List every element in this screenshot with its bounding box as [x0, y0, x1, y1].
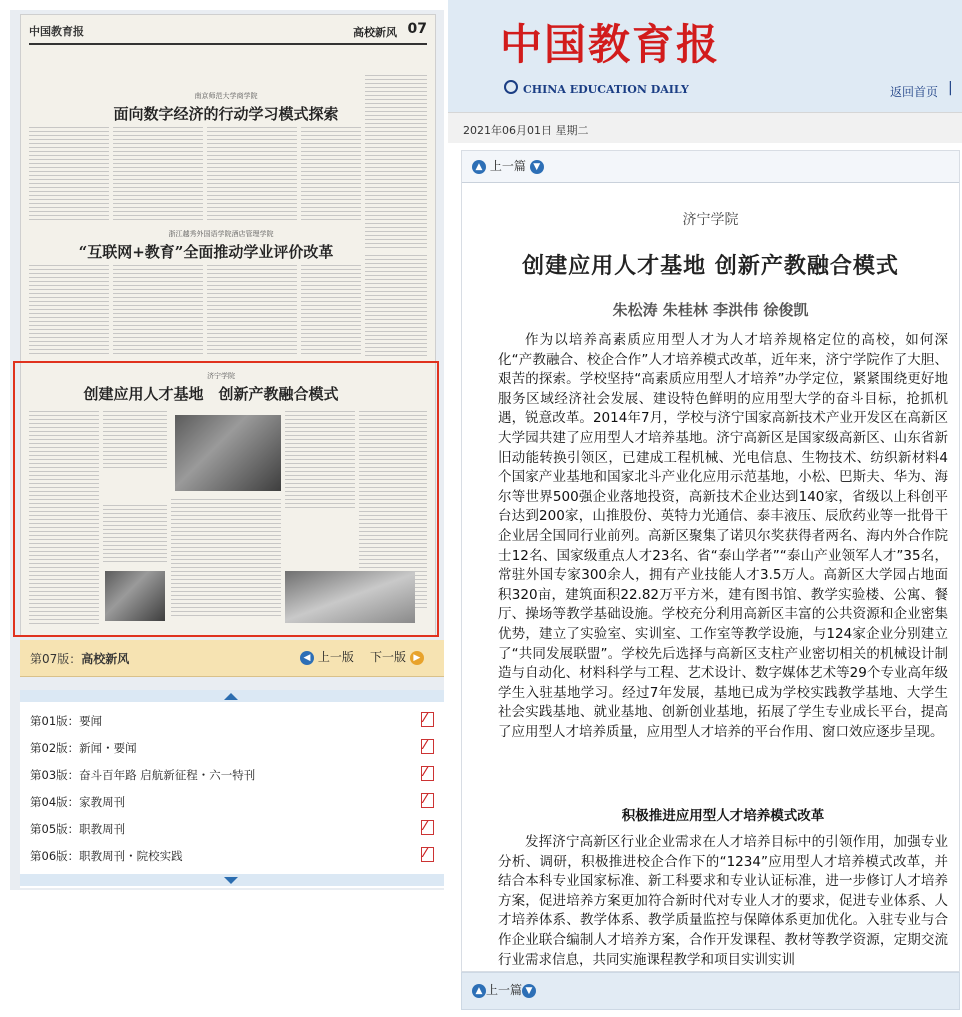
home-link[interactable]: 返回首页	[890, 85, 939, 99]
thumb-text-block	[113, 265, 203, 357]
thumb-text-block	[29, 127, 109, 223]
current-page-label: 第07版：高校新风	[30, 652, 130, 666]
pdf-icon[interactable]	[421, 712, 434, 727]
thumb-article3-title[interactable]: 创建应用人才基地 创新产教融合模式	[83, 385, 339, 403]
thumb-article1-kicker[interactable]: 南京师范大学商学院	[194, 92, 258, 100]
thumb-article2-kicker[interactable]: 浙江越秀外国语学院酒店管理学院	[168, 230, 274, 238]
next-arrow-icon[interactable]: ▼	[530, 160, 544, 174]
pdf-icon[interactable]	[421, 820, 434, 835]
prev-arrow-icon: ▲	[472, 160, 486, 174]
pdf-icon[interactable]	[421, 739, 434, 754]
next-arrow-icon: ▶	[410, 651, 424, 665]
article-panel	[461, 150, 960, 972]
newspaper-header	[29, 21, 427, 45]
page-list-item[interactable]: 第01版：要闻 ⁄	[20, 706, 444, 733]
site-logo[interactable]: 中国教育报	[500, 20, 721, 69]
date-bar	[448, 112, 962, 143]
page-list	[20, 690, 444, 888]
thumb-article1-title[interactable]: 面向数字经济的行动学习模式探索	[113, 105, 339, 123]
next-page-button[interactable]: 下一版 ▶	[370, 648, 424, 665]
logo-emblem-icon	[504, 80, 518, 94]
next-arrow-icon[interactable]: ▼	[522, 984, 536, 998]
page-list-item[interactable]: 第03版：奋斗百年路 启航新征程・六一特刊 ⁄	[20, 760, 444, 787]
article-nav-bottom	[461, 972, 960, 1010]
page-nav-bar	[20, 640, 444, 677]
prev-article-button[interactable]: ▲ 上一篇	[472, 159, 526, 173]
scroll-down-icon[interactable]	[20, 874, 444, 886]
site-logo-english: CHINA EDUCATION DAILY	[523, 83, 689, 96]
prev-page-button[interactable]: ◀ 上一版	[300, 648, 354, 665]
thumb-text-block	[29, 265, 109, 357]
article-title: 创建应用人才基地 创新产教融合模式	[522, 253, 899, 279]
article-nav-top	[472, 157, 544, 174]
newspaper-logo: 中国教育报	[29, 25, 84, 38]
prev-arrow-icon: ▲	[472, 984, 486, 998]
prev-article-button-bottom[interactable]: ▲ 上一篇 ▼	[472, 981, 536, 998]
thumb-text-block	[207, 127, 297, 223]
newspaper-page-number: 07	[407, 21, 427, 37]
thumb-text-block	[207, 265, 297, 357]
thumb-article2-title[interactable]: “互联网+教育”全面推动学业评价改革	[78, 243, 334, 261]
article-subheading: 积极推进应用型人才培养模式改革	[621, 808, 825, 824]
thumb-text-block	[301, 127, 361, 223]
prev-arrow-icon: ◀	[300, 651, 314, 665]
selected-article-highlight[interactable]	[13, 361, 439, 637]
thumb-text-block	[301, 265, 361, 357]
pdf-icon[interactable]	[421, 766, 434, 781]
page-list-item[interactable]: 第06版：职教周刊・院校实践 ⁄	[20, 841, 444, 868]
header-separator: |	[948, 80, 953, 96]
page-list-item[interactable]: 第04版：家教周刊 ⁄	[20, 787, 444, 814]
article-paragraph: 发挥济宁高新区行业企业需求在人才培养目标中的引领作用，加强专业分析、调研，积极推进校企合作下的“1234”应用型人才培养模式改革，并结合本科专业国家标准、新工科要求和专业认证标准，进一步修订人才培养方案，促进培养方案更加符合新时代对专业人才的要求，促进专业体系、人才培养体系、教学体系、教学质量监控与保障体系更加优化。入驻专业与合作企业联合编制人才培养方案，合作开发课程、教材等教学资源，定期交流行业需求信息，共同实施课程教学和项目实训实训	[498, 834, 948, 968]
thumb-article3-kicker[interactable]: 济宁学院	[207, 372, 235, 380]
thumb-text-block	[365, 75, 427, 250]
pdf-icon[interactable]	[421, 847, 434, 862]
page-list-item[interactable]: 第05版：职教周刊 ⁄	[20, 814, 444, 841]
article-body	[462, 183, 959, 971]
thumb-text-block	[365, 255, 427, 357]
thumb-text-block	[113, 127, 203, 223]
page-list-item[interactable]: 第02版：新闻・要闻 ⁄	[20, 733, 444, 760]
pdf-icon[interactable]	[421, 793, 434, 808]
left-panel	[10, 10, 444, 890]
site-header	[448, 0, 962, 112]
article-kicker: 济宁学院	[682, 212, 739, 228]
scroll-up-icon[interactable]	[20, 690, 444, 702]
article-paragraph: 作为以培养高素质应用型人才为人才培养规格定位的高校，如何深化“产教融合、校企合作”人才培养模式改革，近年来，济宁学院作了大胆、艰苦的探索。学校坚持“高素质应用型人才培养”办学定位，紧紧围绕更好地服务区域经济社会发展、建设特色鲜明的应用型大学的奋斗目标，抢抓机遇，锐意改革。2014年7月，学校与济宁国家高新技术产业开发区在高新区大学园共建了应用型人才培养基地。济宁高新区是国家级高新区、山东省新旧动能转换引领区，已建成工程机械、光电信息、生物技术、纺织新材料4个国家产业基地和国家北斗产业化应用示范基地，小松、巴斯夫、华为、海尔等世界500强企业落地投资，高新技术企业达到140家，省级以上科创平台达到200家，山推股份、英特力光通信、泰丰液压、辰欣药业等一批骨干企业居全国同行业前列。高新区聚集了诺贝尔奖获得者两名、海内外合作院士12名、国家级重点人才23名、省“泰山学者”“泰山产业领军人才”35名，常驻外国专家300余人，拥有产业技能人才3.5万人。高新区大学园占地面积320亩，建筑面积22.82万平方米，建有图书馆、教学实验楼、公寓、餐厅、操场等教学基础设施。学校充分利用高新区丰富的公共资源和企业密集优势，建立了实验室、实训室、工作室等教学设施，与124家企业分别建立了“共同发展联盟”。学校先后选择与高新区支柱产业密切相关的机械设计制造与自动化、材料科学与工程、艺术设计、数字媒体艺术等29个专业高年级学生入驻基地学习。经过7年发展，基地已成为学校实践教学基地、大学生社会实践基地、就业基地、创新创业基地，拓展了学生专业成长平台，提高了应用型人才培养质量，应用型人才培养的平台作用、窗口效应逐步呈现。	[498, 332, 948, 740]
article-authors: 朱松涛 朱桂林 李洪伟 徐俊凯	[612, 301, 809, 319]
newspaper-section: 高校新风	[353, 26, 397, 39]
issue-date: 2021年06月01日 星期二	[463, 124, 589, 137]
